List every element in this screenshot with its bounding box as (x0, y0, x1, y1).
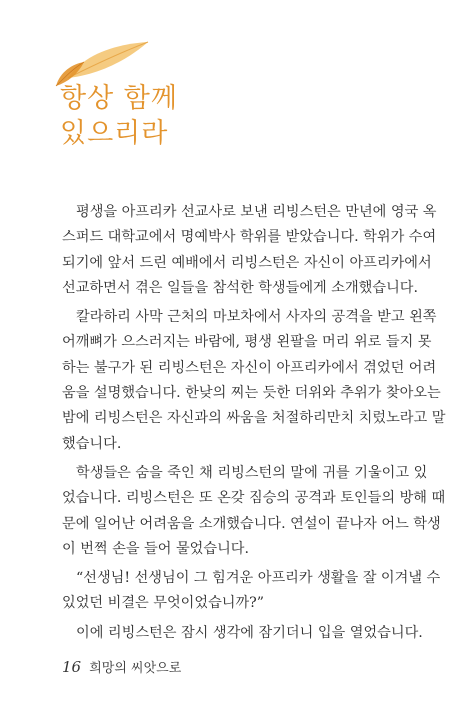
text-line: 스퍼드 대학교에서 명예박사 학위를 받았습니다. 학위가 수여 (62, 229, 437, 246)
text-line: 문에 일어난 어려움을 소개했습니다. 연설이 끝나자 어느 학생 (62, 515, 441, 532)
chapter-title-line-2: 있으리라 (60, 118, 169, 149)
text-line: “선생님! 선생님이 그 힘겨운 아프리카 생활을 잘 이겨낼 수 (76, 570, 441, 587)
text-line: 했습니다. (62, 435, 122, 452)
text-line: 밤에 리빙스턴은 자신과의 싸움을 처절하리만치 치렀노라고 말 (62, 410, 446, 427)
text-line: 이에 리빙스턴은 잠시 생각에 잠기더니 입을 열었습니다. (76, 624, 423, 641)
text-line: 있었던 비결은 무엇이었습니까?” (62, 595, 265, 612)
text-line: 었습니다. 리빙스턴은 또 온갖 짐승의 공격과 토인들의 방해 때 (62, 490, 446, 507)
chapter-title (60, 82, 178, 150)
page-footer (62, 657, 181, 676)
chapter-title-line-1: 항상 함께 (60, 83, 178, 114)
book-title: 희망의 씨앗으로 (89, 661, 182, 676)
text-line: 되기에 앞서 드린 예배에서 리빙스턴은 자신이 아프리카에서 (62, 254, 432, 271)
text-line: 움을 설명했습니다. 한낮의 찌는 듯한 더위와 추위가 찾아오는 (62, 385, 441, 402)
text-line: 학생들은 숨을 죽인 채 리빙스턴의 말에 귀를 기울이고 있 (76, 464, 428, 481)
text-line: 하는 불구가 된 리빙스턴은 자신이 아프리카에서 겪었던 어려 (62, 359, 437, 376)
text-line: 평생을 아프리카 선교사로 보낸 리빙스턴은 만년에 영국 옥 (76, 204, 437, 220)
text-line: 어깨뼈가 으스러지는 바람에, 평생 왼팔을 머리 위로 들지 못 (62, 334, 432, 351)
text-line: 칼라하리 사막 근처의 마보차에서 사자의 공격을 받고 왼쪽 (76, 309, 437, 326)
page-number: 16 (62, 658, 82, 676)
body-text (62, 200, 446, 646)
text-line: 이 번쩍 손을 들어 물었습니다. (62, 540, 250, 557)
text-line: 선교하면서 겪은 일들을 참석한 학생들에게 소개했습니다. (62, 279, 418, 296)
